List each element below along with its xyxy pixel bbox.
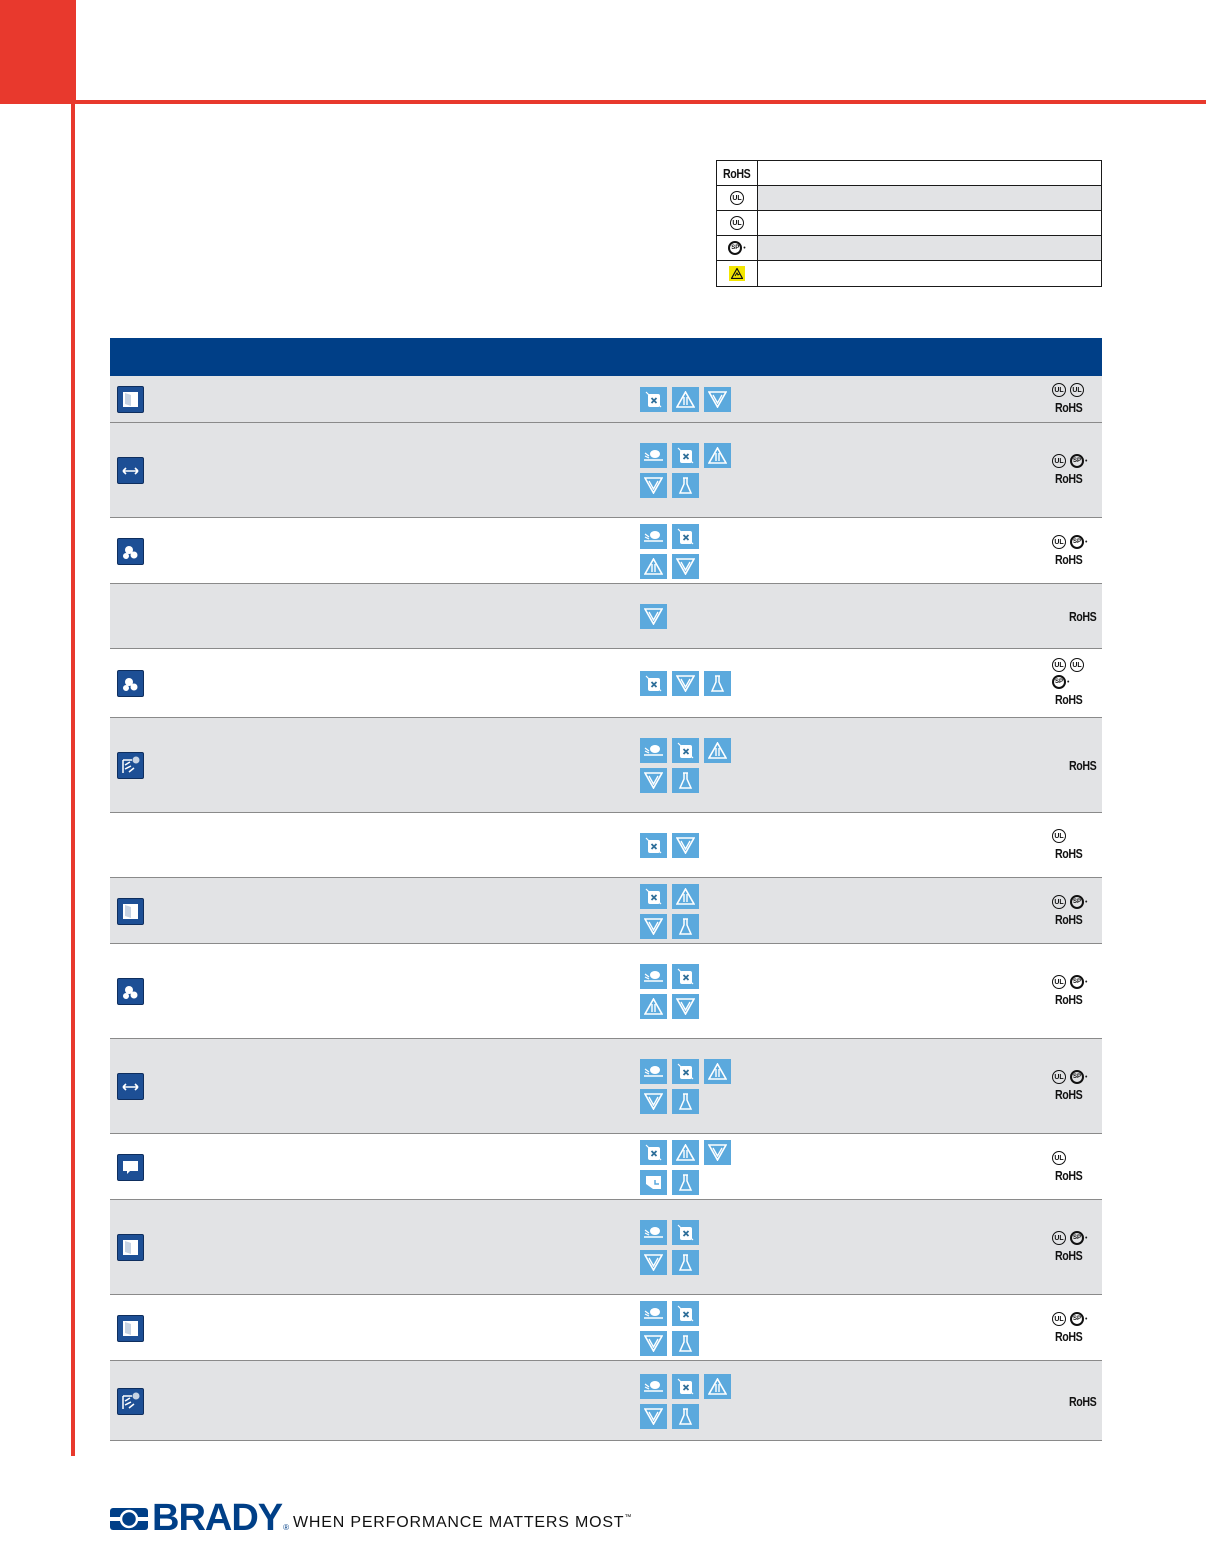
- csa-icon: SP •: [1070, 454, 1087, 468]
- abrasion-icon: [640, 1220, 667, 1245]
- trademark-mark: ™: [624, 1514, 633, 1521]
- ul-recognized-icon: UL: [1052, 535, 1066, 549]
- csa-icon: SP •: [1070, 895, 1087, 909]
- gear-icon: [117, 670, 144, 697]
- table-row: [110, 944, 1102, 1039]
- table-row: [110, 518, 1102, 584]
- stretch-icon: [117, 457, 144, 484]
- ul-recognized-icon: UL: [1052, 1231, 1066, 1245]
- ul-recognized-icon: UL: [1052, 1312, 1066, 1326]
- legend-description: [758, 211, 1101, 235]
- legend-row-csa: [717, 236, 1101, 261]
- ul-listed-icon: UL: [1070, 658, 1084, 672]
- heat-icon: [640, 554, 667, 579]
- ul-listed-icon: UL: [730, 216, 744, 230]
- rohs-icon: RoHS: [1055, 1329, 1083, 1344]
- legend-description: [758, 261, 1101, 286]
- sun-icon: [117, 1388, 144, 1415]
- no-tape-icon: [640, 671, 667, 696]
- abrasion-icon: [640, 1374, 667, 1399]
- rohs-icon: RoHS: [723, 165, 751, 181]
- legend-description: [758, 236, 1101, 260]
- margin-rule: [71, 104, 75, 1456]
- performance-icons: [640, 604, 667, 629]
- legend-row-ul-listed: [717, 211, 1101, 236]
- ul-recognized-icon: UL: [1052, 658, 1066, 672]
- ul-recognized-icon: UL: [730, 191, 744, 205]
- certification-marks: [1052, 975, 1108, 1007]
- heat-icon: [640, 994, 667, 1019]
- rohs-icon: RoHS: [1055, 912, 1083, 927]
- brand-name: BRADY: [152, 1497, 283, 1539]
- no-tape-icon: [672, 524, 699, 549]
- rohs-icon: RoHS: [1055, 992, 1083, 1007]
- panel-icon: [117, 386, 144, 413]
- no-tape-icon: [672, 1059, 699, 1084]
- panel-icon: [117, 1234, 144, 1261]
- table-row: [110, 1134, 1102, 1200]
- table-row: [110, 423, 1102, 518]
- ul-recognized-icon: UL: [1052, 1070, 1066, 1084]
- panel-icon: [117, 898, 144, 925]
- table-row: [110, 376, 1102, 423]
- rohs-icon: RoHS: [1055, 1168, 1083, 1183]
- performance-icons: [640, 884, 699, 939]
- certification-marks: [1052, 895, 1108, 927]
- certification-marks: [1052, 1151, 1108, 1183]
- chemical-icon: [640, 768, 667, 793]
- chemical-icon: [672, 833, 699, 858]
- ul-recognized-icon: UL: [1052, 454, 1066, 468]
- performance-icons: [640, 833, 699, 858]
- flask-icon: [672, 768, 699, 793]
- no-tape-icon: [672, 964, 699, 989]
- ul-recognized-icon: UL: [1052, 1151, 1066, 1165]
- certification-marks: [1052, 658, 1108, 707]
- table-row: [110, 813, 1102, 878]
- certification-marks: [1052, 1231, 1108, 1263]
- legend-description: [758, 186, 1101, 210]
- chemical-icon: [640, 914, 667, 939]
- certification-marks: [1052, 1070, 1108, 1102]
- rohs-icon: RoHS: [1055, 1248, 1083, 1263]
- flask-icon: [672, 1404, 699, 1429]
- csa-icon: SP •: [1070, 1312, 1087, 1326]
- csa-icon: SP •: [1070, 975, 1087, 989]
- rohs-icon: RoHS: [1069, 1394, 1097, 1409]
- rohs-icon: RoHS: [1055, 400, 1083, 415]
- chemical-icon: [672, 554, 699, 579]
- gear-icon: [117, 978, 144, 1005]
- heat-icon: [672, 884, 699, 909]
- table-row: [110, 649, 1102, 718]
- chemical-icon: [672, 994, 699, 1019]
- flask-icon: [672, 1170, 699, 1195]
- performance-icons: [640, 671, 731, 696]
- heat-icon: [704, 443, 731, 468]
- performance-icons: [640, 964, 699, 1019]
- no-tape-icon: [672, 443, 699, 468]
- table-row: [110, 1361, 1102, 1441]
- table-row: [110, 1200, 1102, 1295]
- header-rule: [76, 100, 1206, 104]
- legend-row-esd: [717, 261, 1101, 286]
- performance-icons: [640, 1220, 699, 1275]
- csa-icon: SP •: [1052, 675, 1069, 689]
- table-row: [110, 1295, 1102, 1361]
- legend-row-rohs: [717, 161, 1101, 186]
- chemical-icon: [640, 1250, 667, 1275]
- sun-icon: [117, 752, 144, 779]
- certification-marks: [1052, 829, 1108, 861]
- chemical-icon: [704, 1140, 731, 1165]
- heat-icon: [704, 1374, 731, 1399]
- table-row: [110, 878, 1102, 944]
- table-row: [110, 1039, 1102, 1134]
- brand-tagline: WHEN PERFORMANCE MATTERS MOST: [293, 1514, 625, 1531]
- chemical-icon: [640, 1331, 667, 1356]
- panel-icon: [117, 1315, 144, 1342]
- abrasion-icon: [640, 738, 667, 763]
- abrasion-icon: [640, 443, 667, 468]
- performance-icons: [640, 1140, 731, 1195]
- abrasion-icon: [640, 524, 667, 549]
- chemical-icon: [640, 473, 667, 498]
- ul-recognized-icon: UL: [1052, 829, 1066, 843]
- flask-icon: [672, 914, 699, 939]
- no-tape-icon: [640, 833, 667, 858]
- csa-icon: SP •: [728, 241, 745, 255]
- no-tape-icon: [672, 1374, 699, 1399]
- no-tape-icon: [640, 1140, 667, 1165]
- no-tape-icon: [640, 884, 667, 909]
- chemical-icon: [704, 387, 731, 412]
- heat-icon: [704, 1059, 731, 1084]
- gear-icon: [117, 538, 144, 565]
- csa-icon: SP •: [1070, 535, 1087, 549]
- no-tape-icon: [672, 1220, 699, 1245]
- performance-icons: [640, 387, 731, 412]
- certification-marks: [1052, 758, 1108, 773]
- abrasion-icon: [640, 964, 667, 989]
- heat-icon: [672, 1140, 699, 1165]
- esd-warning-icon: [729, 266, 745, 281]
- flask-icon: [672, 1250, 699, 1275]
- table-row: [110, 718, 1102, 813]
- abrasion-icon: [640, 1301, 667, 1326]
- flag-icon: [117, 1154, 144, 1181]
- rohs-icon: RoHS: [1055, 692, 1083, 707]
- abrasion-icon: [640, 1059, 667, 1084]
- rohs-icon: RoHS: [1055, 1087, 1083, 1102]
- heat-icon: [704, 738, 731, 763]
- heat-icon: [672, 387, 699, 412]
- rohs-icon: RoHS: [1069, 758, 1097, 773]
- flask-icon: [704, 671, 731, 696]
- ul-recognized-icon: UL: [1052, 383, 1066, 397]
- certification-marks: [1052, 609, 1108, 624]
- flask-icon: [672, 1331, 699, 1356]
- flask-icon: [672, 1089, 699, 1114]
- performance-icons: [640, 524, 699, 579]
- stretch-icon: [117, 1073, 144, 1100]
- ul-recognized-icon: UL: [1052, 975, 1066, 989]
- no-tape-icon: [640, 387, 667, 412]
- ul-recognized-icon: UL: [1052, 895, 1066, 909]
- performance-icons: [640, 1374, 731, 1429]
- certification-marks: [1052, 1394, 1108, 1409]
- card-icon: [640, 1170, 667, 1195]
- csa-icon: SP •: [1070, 1231, 1087, 1245]
- no-tape-icon: [672, 1301, 699, 1326]
- legend-description: [758, 161, 1101, 185]
- ul-listed-icon: UL: [1070, 383, 1084, 397]
- rohs-icon: RoHS: [1055, 471, 1083, 486]
- certification-legend: [716, 160, 1102, 287]
- performance-icons: [640, 443, 731, 498]
- chemical-icon: [640, 604, 667, 629]
- no-tape-icon: [672, 738, 699, 763]
- corner-accent-block: [0, 0, 76, 104]
- chemical-icon: [640, 1404, 667, 1429]
- certification-marks: [1052, 1312, 1108, 1344]
- certification-marks: [1052, 535, 1108, 567]
- rohs-icon: RoHS: [1055, 552, 1083, 567]
- registered-mark: ®: [283, 1523, 290, 1532]
- rohs-icon: RoHS: [1055, 846, 1083, 861]
- table-row: [110, 584, 1102, 649]
- legend-row-ul-recognized: [717, 186, 1101, 211]
- brady-mark-icon: [110, 1504, 148, 1534]
- table-header-bar: [110, 338, 1102, 376]
- chemical-icon: [640, 1089, 667, 1114]
- certification-marks: [1052, 383, 1108, 415]
- performance-icons: [640, 738, 731, 793]
- csa-icon: SP •: [1070, 1070, 1087, 1084]
- brady-logo: [110, 1497, 633, 1539]
- performance-icons: [640, 1301, 699, 1356]
- rohs-icon: RoHS: [1069, 609, 1097, 624]
- certification-marks: [1052, 454, 1108, 486]
- performance-icons: [640, 1059, 731, 1114]
- flask-icon: [672, 473, 699, 498]
- chemical-icon: [672, 671, 699, 696]
